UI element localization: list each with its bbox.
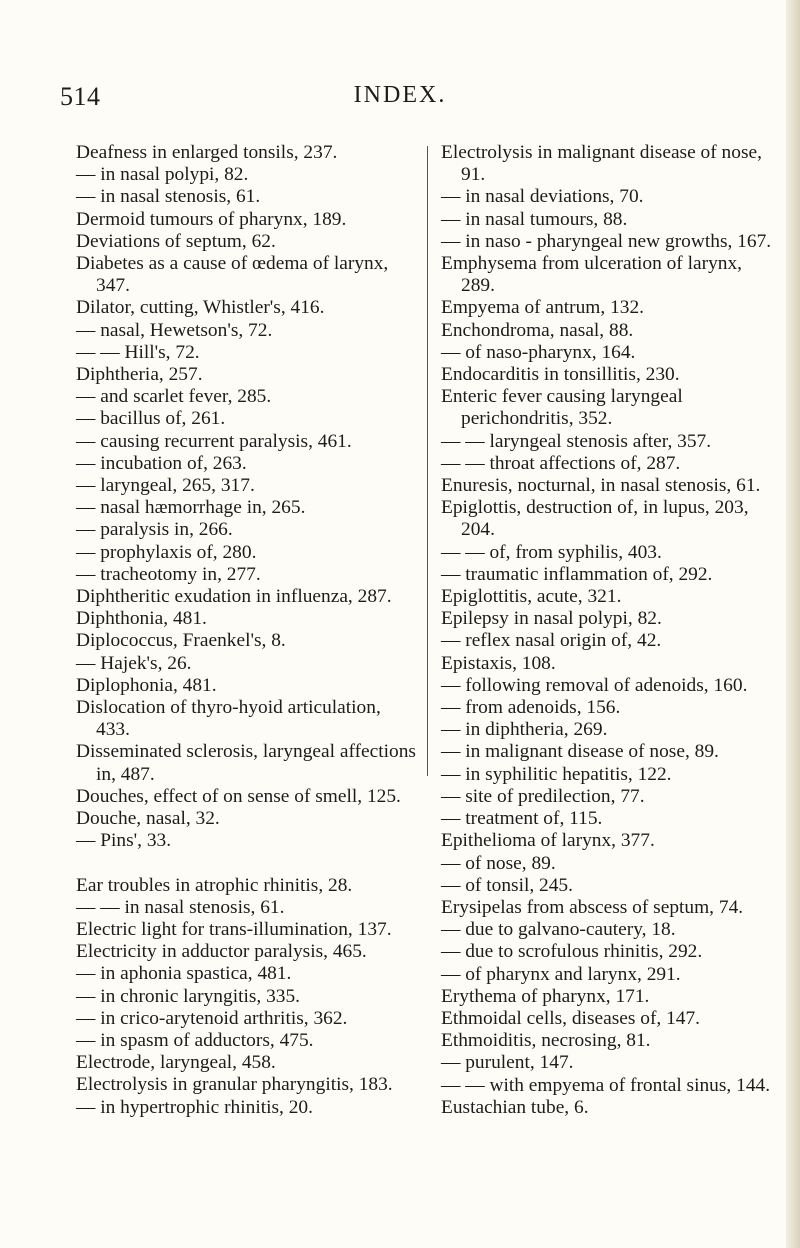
index-entry: Epiglottis, destruction of, in lupus, 203, 204. <box>441 497 754 541</box>
index-entry: — in nasal deviations, 70. <box>441 186 644 208</box>
index-entry: Electrolysis in malignant disease of nose, 91. <box>441 142 767 186</box>
index-entry: Dislocation of thyro-hyoid articulation, 433. <box>76 697 386 741</box>
index-entry: — of nose, 89. <box>441 852 556 874</box>
index-entry: Deviations of septum, 62. <box>76 230 276 252</box>
index-entry: — — in nasal stenosis, 61. <box>76 896 285 918</box>
index-entry: Dilator, cutting, Whistler's, 416. <box>76 297 325 319</box>
index-entry: — — laryngeal stenosis after, 357. <box>441 430 712 452</box>
index-entry: — purulent, 147. <box>441 1052 574 1074</box>
index-entry: — — with empyema of frontal sinus, 144. <box>441 1074 771 1096</box>
index-entry: — of tonsil, 245. <box>441 874 573 896</box>
index-entry: — from adenoids, 156. <box>441 697 621 719</box>
index-entry: — in malignant disease of nose, 89. <box>441 741 719 763</box>
index-entry: Erysipelas from abscess of septum, 74. <box>441 896 744 918</box>
index-entry: — nasal, Hewetson's, 72. <box>76 319 273 341</box>
index-entry: — following removal of adenoids, 160. <box>441 674 748 696</box>
index-entry: — incubation of, 263. <box>76 452 247 474</box>
index-column-left <box>76 142 421 1119</box>
index-entry: — laryngeal, 265, 317. <box>76 475 255 497</box>
index-entry: Diphtheritic exudation in influenza, 287. <box>76 586 392 608</box>
index-entry: — reflex nasal origin of, 42. <box>441 630 662 652</box>
index-entry: Epilepsy in nasal polypi, 82. <box>441 608 662 630</box>
index-entry: Dermoid tumours of pharynx, 189. <box>76 208 347 230</box>
index-entry: — — of, from syphilis, 403. <box>441 541 662 563</box>
index-entry: Epithelioma of larynx, 377. <box>441 830 655 852</box>
index-entry: Ethmoiditis, necrosing, 81. <box>441 1030 651 1052</box>
index-entry: — in nasal stenosis, 61. <box>76 186 261 208</box>
index-entry: — causing recurrent paralysis, 461. <box>76 430 352 452</box>
index-entry: — prophylaxis of, 280. <box>76 541 257 563</box>
index-entry: Deafness in enlarged tonsils, 237. <box>76 142 338 163</box>
index-entry: Enuresis, nocturnal, in nasal stenosis, 61. <box>441 475 761 497</box>
index-entry: — Hajek's, 26. <box>76 652 192 674</box>
index-entry: Enteric fever causing laryngeal perichondritis, 352. <box>441 386 688 430</box>
index-entry: — of naso-pharynx, 164. <box>441 341 636 363</box>
index-entry: Endocarditis in tonsillitis, 230. <box>441 364 680 386</box>
index-entry: — paralysis in, 266. <box>76 519 233 541</box>
index-entry: Enchondroma, nasal, 88. <box>441 319 634 341</box>
running-title: INDEX. <box>353 82 447 108</box>
index-entry: Diplococcus, Fraenkel's, 8. <box>76 630 286 652</box>
index-column-right <box>441 142 775 1119</box>
index-entry: — in hypertrophic rhinitis, 20. <box>76 1096 313 1118</box>
index-entry: — in aphonia spastica, 481. <box>76 963 292 985</box>
index-entry: — and scarlet fever, 285. <box>76 386 272 408</box>
index-entry: Ear troubles in atrophic rhinitis, 28. <box>76 874 353 896</box>
index-entry: — tracheotomy in, 277. <box>76 563 261 585</box>
index-entry: — bacillus of, 261. <box>76 408 226 430</box>
index-entry: Epistaxis, 108. <box>441 652 556 674</box>
index-entry: — Pins', 33. <box>76 830 172 852</box>
index-entry: — in syphilitic hepatitis, 122. <box>441 763 672 785</box>
index-entry: — — throat affections of, 287. <box>441 452 681 474</box>
index-entry: — in crico-arytenoid arthritis, 362. <box>76 1007 348 1029</box>
index-entry: Empyema of antrum, 132. <box>441 297 645 319</box>
index-entry: Douches, effect of on sense of smell, 125. <box>76 785 401 807</box>
index-entry: Epiglottitis, acute, 321. <box>441 586 622 608</box>
index-entry: Electric light for trans-illumination, 137. <box>76 918 392 940</box>
index-entry: Diphthonia, 481. <box>76 608 207 630</box>
index-entry: Disseminated sclerosis, laryngeal affections in, 487. <box>76 741 421 785</box>
index-entry: Eustachian tube, 6. <box>441 1096 589 1118</box>
index-entry: — in chronic laryngitis, 335. <box>76 985 301 1007</box>
index-entry: — of pharynx and larynx, 291. <box>441 963 681 985</box>
index-entry: Douche, nasal, 32. <box>76 808 220 830</box>
index-entry: Electrode, laryngeal, 458. <box>76 1052 276 1074</box>
index-entry: Erythema of pharynx, 171. <box>441 985 650 1007</box>
index-entry: Diphtheria, 257. <box>76 364 203 386</box>
page-header <box>60 82 740 118</box>
section-gap <box>76 853 416 875</box>
index-entry: — — Hill's, 72. <box>76 341 200 363</box>
index-entry: Ethmoidal cells, diseases of, 147. <box>441 1007 701 1029</box>
page-edge <box>786 0 800 1248</box>
index-entry: Electricity in adductor paralysis, 465. <box>76 941 367 963</box>
index-entry: — in spasm of adductors, 475. <box>76 1029 314 1051</box>
index-entry: — due to galvano-cautery, 18. <box>441 919 676 941</box>
index-entry: Diplophonia, 481. <box>76 674 217 696</box>
index-entry: Emphysema from ulceration of larynx, 289. <box>441 253 747 297</box>
index-entry: Diabetes as a cause of œdema of larynx, 347. <box>76 253 394 297</box>
index-entry: — in nasal tumours, 88. <box>441 208 628 230</box>
index-entry: — nasal hæmorrhage in, 265. <box>76 497 306 519</box>
index-entry: — traumatic inflammation of, 292. <box>441 563 713 585</box>
index-entry: — site of predilection, 77. <box>441 785 645 807</box>
index-entry: Electrolysis in granular pharyngitis, 183. <box>76 1074 393 1096</box>
index-entry: — in diphtheria, 269. <box>441 719 608 741</box>
page-number: 514 <box>60 82 101 111</box>
index-entry: — treatment of, 115. <box>441 808 603 830</box>
index-entry: — in naso - pharyngeal new growths, 167. <box>441 230 772 252</box>
column-divider <box>427 146 428 776</box>
index-entry: — in nasal polypi, 82. <box>76 164 249 186</box>
index-entry: — due to scrofulous rhinitis, 292. <box>441 941 703 963</box>
